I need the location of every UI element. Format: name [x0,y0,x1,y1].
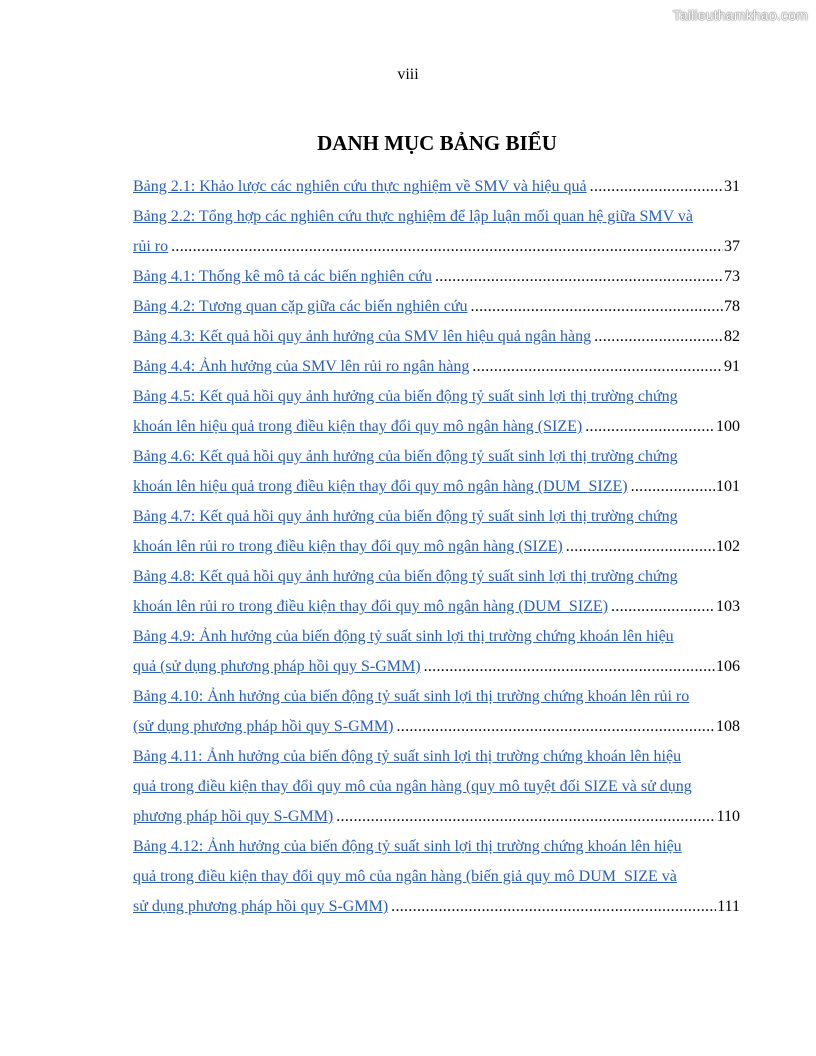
toc-entry-link[interactable]: khoán lên hiệu quả trong điều kiện thay đổi quy mô ngân hàng (SIZE) [133,418,583,435]
toc-entry[interactable] [133,382,740,442]
toc-entry-link[interactable]: Bảng 4.8: Kết quả hồi quy ảnh hưởng của biến động tỷ suất sinh lợi thị trường chứng [133,568,678,585]
toc-entry-link[interactable]: quả trong điều kiện thay đổi quy mô của ngân hàng (quy mô tuyệt đối SIZE và sử dụng [133,778,692,795]
toc-entry-link[interactable]: quả trong điều kiện thay đổi quy mô của ngân hàng (biến giả quy mô DUM_SIZE và [133,868,677,885]
toc-entry-link[interactable]: Bảng 4.9: Ảnh hưởng của biến động tỷ suất sinh lợi thị trường chứng khoán lên hiệu [133,628,674,645]
toc-page-number: 106 [716,658,740,675]
toc-entry[interactable] [133,292,740,322]
toc-entry[interactable] [133,832,740,922]
toc-entry[interactable] [133,622,740,682]
toc-entry-line [133,532,740,562]
dot-leader [594,322,723,352]
dot-leader [435,262,723,292]
toc-entry-line [133,472,740,502]
dot-leader [396,712,715,742]
toc-entry-line [133,832,740,862]
toc-entry-line [133,682,740,712]
toc-entry-line [133,232,740,262]
toc-entry-line [133,352,740,382]
toc-entry-line [133,382,740,412]
toc-entry-line [133,322,740,352]
toc-entry[interactable] [133,502,740,562]
dot-leader [611,592,715,622]
toc-entry-line [133,712,740,742]
toc-page-number: 31 [724,178,740,195]
toc-entry-line [133,562,740,592]
toc-entry-link[interactable]: khoán lên hiệu quả trong điều kiện thay đổi quy mô ngân hàng (DUM_SIZE) [133,478,628,495]
toc-page-number: 37 [724,238,740,255]
toc-entry-link[interactable]: Bảng 4.1: Thống kê mô tả các biến nghiên cứu [133,268,432,285]
toc-entry-line [133,862,740,892]
toc-entry-line [133,262,740,292]
toc-entry-line [133,802,740,832]
watermark: Tailieuthamkhao.com [672,7,808,23]
toc-entry-link[interactable]: Bảng 4.12: Ảnh hưởng của biến động tỷ suất sinh lợi thị trường chứng khoán lên hiệu [133,838,682,855]
toc-entry-line [133,592,740,622]
toc-page-number: 78 [724,298,740,315]
toc-entry-link[interactable]: Bảng 2.1: Khảo lược các nghiên cứu thực nghiệm về SMV và hiệu quả [133,178,587,195]
toc-page-number: 111 [717,898,740,915]
toc-entry-line [133,772,740,802]
toc-entry-line [133,172,740,202]
toc-entry-line [133,442,740,472]
toc-page-number: 102 [716,538,740,555]
toc-entry-link[interactable]: Bảng 4.4: Ảnh hưởng của SMV lên rủi ro ngân hàng [133,358,470,375]
toc-entry-link[interactable]: Bảng 4.7: Kết quả hồi quy ảnh hưởng của biến động tỷ suất sinh lợi thị trường chứng [133,508,678,525]
toc-entry-link[interactable]: (sử dụng phương pháp hồi quy S-GMM) [133,718,394,735]
toc-entry-link[interactable]: Bảng 4.11: Ảnh hưởng của biến động tỷ suất sinh lợi thị trường chứng khoán lên hiệu [133,748,682,765]
toc-entry-link[interactable]: sử dụng phương pháp hồi quy S-GMM) [133,898,389,915]
toc-entry-link[interactable]: Bảng 4.6: Kết quả hồi quy ảnh hưởng của biến động tỷ suất sinh lợi thị trường chứng [133,448,678,465]
table-of-contents [133,172,740,922]
dot-leader [336,802,715,832]
toc-entry[interactable] [133,202,740,262]
toc-entry-line [133,502,740,532]
toc-entry-link[interactable]: Bảng 4.5: Kết quả hồi quy ảnh hưởng của biến động tỷ suất sinh lợi thị trường chứng [133,388,678,405]
toc-entry-line [133,652,740,682]
toc-entry-link[interactable]: Bảng 4.10: Ảnh hưởng của biến động tỷ suất sinh lợi thị trường chứng khoán lên rủi ro [133,688,690,705]
toc-entry[interactable] [133,172,740,202]
toc-page-number: 100 [716,418,740,435]
toc-entry[interactable] [133,562,740,622]
toc-entry-line [133,892,740,922]
toc-page-number: 73 [724,268,740,285]
toc-entry[interactable] [133,682,740,742]
dot-leader [566,532,715,562]
toc-entry[interactable] [133,262,740,292]
toc-entry-link[interactable]: khoán lên rủi ro trong điều kiện thay đổi quy mô ngân hàng (SIZE) [133,538,563,555]
toc-entry[interactable] [133,322,740,352]
toc-page-number: 110 [716,808,740,825]
toc-entry[interactable] [133,742,740,832]
page-title: DANH MỤC BẢNG BIỂU [317,131,557,155]
dot-leader [585,412,715,442]
toc-entry-link[interactable]: quả (sử dụng phương pháp hồi quy S-GMM) [133,658,421,675]
toc-page-number: 108 [716,718,740,735]
dot-leader [472,352,723,382]
toc-entry-line [133,292,740,322]
toc-entry-line [133,622,740,652]
toc-entry[interactable] [133,352,740,382]
toc-page-number: 101 [716,478,740,495]
page-number: viii [397,66,419,83]
dot-leader [590,172,723,202]
toc-page-number: 103 [716,598,740,615]
toc-entry-link[interactable]: Bảng 4.3: Kết quả hồi quy ảnh hưởng của SMV lên hiệu quả ngân hàng [133,328,592,345]
toc-entry-link[interactable]: phương pháp hồi quy S-GMM) [133,808,334,825]
dot-leader [471,292,723,322]
dot-leader [631,472,715,502]
toc-entry-link[interactable]: khoán lên rủi ro trong điều kiện thay đổi quy mô ngân hàng (DUM_SIZE) [133,598,609,615]
toc-page-number: 91 [724,358,740,375]
toc-entry-link[interactable]: rủi ro [133,238,169,255]
dot-leader [391,892,716,922]
dot-leader [424,652,715,682]
toc-entry-line [133,202,740,232]
toc-entry-line [133,412,740,442]
toc-entry-link[interactable]: Bảng 2.2: Tổng hợp các nghiên cứu thực nghiệm để lập luận mối quan hệ giữa SMV và [133,208,693,225]
dot-leader [171,232,723,262]
toc-entry-link[interactable]: Bảng 4.2: Tương quan cặp giữa các biến nghiên cứu [133,298,468,315]
toc-entry-line [133,742,740,772]
toc-entry[interactable] [133,442,740,502]
toc-page-number: 82 [724,328,740,345]
